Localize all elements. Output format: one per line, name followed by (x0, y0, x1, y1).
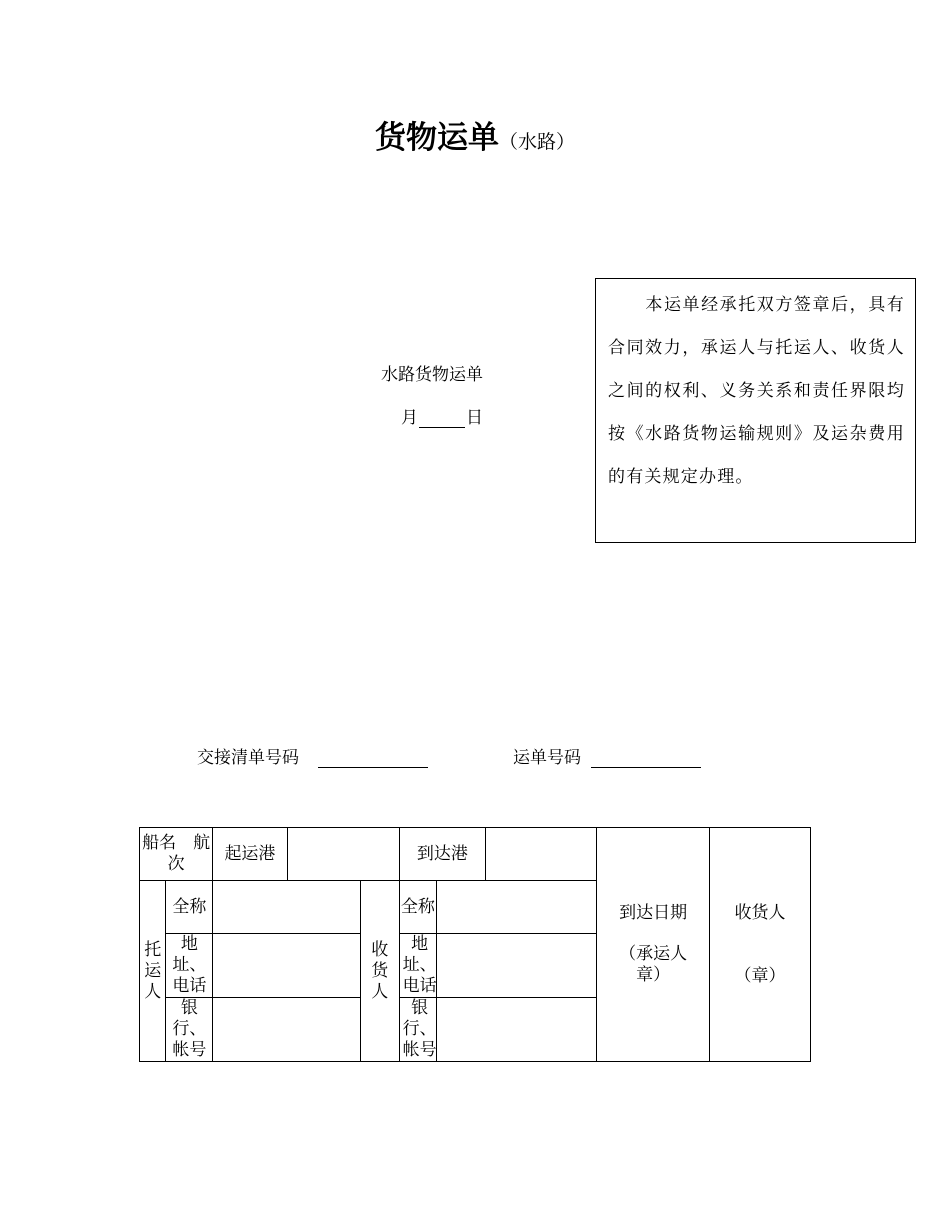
date-line (401, 403, 483, 428)
waybill-number-label: 运单号码 (513, 748, 581, 768)
consignee-column-label: 收货人 (734, 902, 786, 923)
consignee-full-name-field[interactable] (437, 881, 597, 934)
shipper-address-phone-label: 地址、电话 (166, 934, 213, 998)
contract-notice-box (595, 278, 916, 543)
shipper-bank-account-label: 银行、帐号 (166, 998, 213, 1062)
ship-voyage-label: 船名 航次 (140, 828, 213, 881)
waybill-number-field[interactable] (591, 747, 701, 768)
consignee-label: 收货人 (360, 881, 399, 1062)
shipper-full-name-field[interactable] (213, 881, 361, 934)
title-main: 货物运单 (374, 120, 499, 156)
handover-list-label: 交接清单号码 (197, 748, 299, 768)
shipper-full-name-label: 全称 (166, 881, 213, 934)
departure-port-label: 起运港 (213, 828, 287, 881)
day-blank-line[interactable] (419, 409, 465, 428)
title-sub: （水路） (498, 131, 575, 153)
carrier-seal-label: （承运人章） (619, 944, 688, 985)
handover-list-number (197, 743, 428, 768)
shipper-label: 托运人 (140, 881, 166, 1062)
consignee-bank-account-field[interactable] (437, 998, 597, 1062)
day-label: 日 (466, 408, 483, 428)
waybill-table (139, 827, 811, 1062)
contract-notice-text: 本运单经承托双方签章后，具有合同效力，承运人与托运人、收货人之间的权利、义务关系和责任界限均按《水路货物运输规则》及运杂费用的有关规定办理。 (608, 295, 905, 487)
arrival-date-cell[interactable] (597, 828, 710, 1062)
consignee-sign-cell[interactable] (710, 828, 811, 1062)
document-title (0, 112, 950, 157)
consignee-address-phone-label: 地址、电话 (399, 934, 437, 998)
consignee-full-name-label: 全称 (399, 881, 437, 934)
arrival-port-label: 到达港 (399, 828, 486, 881)
consignee-address-phone-field[interactable] (437, 934, 597, 998)
waybill-number (513, 743, 701, 768)
shipper-bank-account-field[interactable] (213, 998, 361, 1062)
month-label: 月 (401, 408, 418, 428)
handover-list-number-field[interactable] (318, 747, 428, 768)
consignee-bank-account-label: 银行、帐号 (399, 998, 437, 1062)
departure-port-field[interactable] (287, 828, 399, 881)
shipper-address-phone-field[interactable] (213, 934, 361, 998)
arrival-date-label: 到达日期 (619, 903, 688, 923)
consignee-seal-label: （章） (734, 965, 786, 986)
waybill-label: 水路货物运单 (381, 365, 483, 385)
arrival-port-field[interactable] (486, 828, 597, 881)
